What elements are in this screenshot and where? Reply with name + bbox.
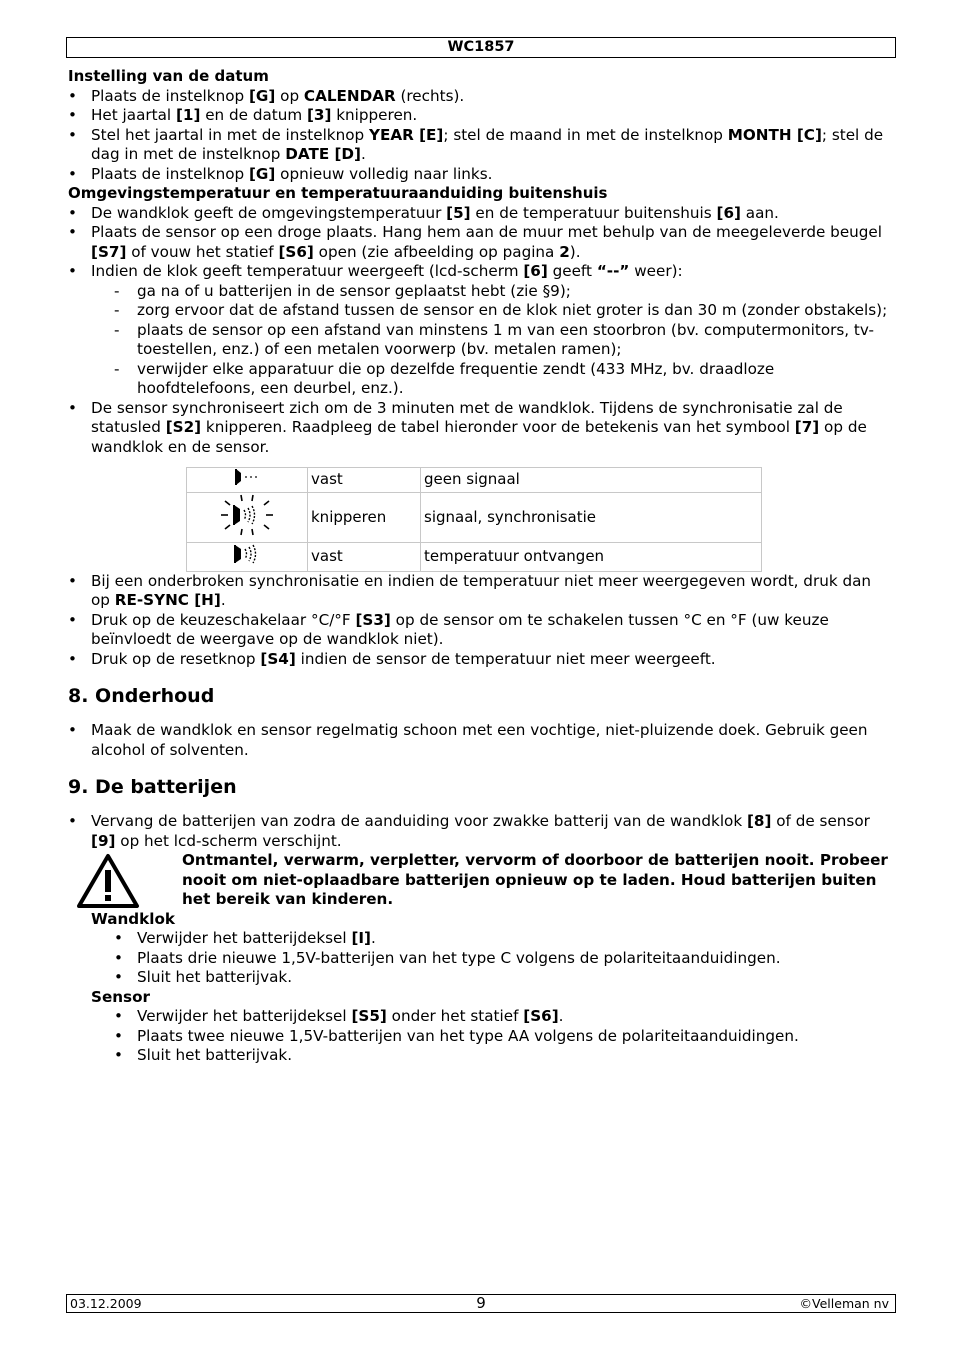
table-row — [187, 468, 762, 493]
list-item: • De wandklok geeft de omgevingstemperatuur [5] en de temperatuur buitenshuis [6] aan. — [68, 204, 890, 224]
sensor-subheading: Sensor — [91, 987, 151, 1006]
temp-list-continued — [68, 572, 890, 670]
state-cell: vast — [308, 543, 421, 572]
list-item: • Bij een onderbroken synchronisatie en indien de temperatuur niet meer weergegeven wordt, druk dan op RE-SYNC [H]. — [68, 572, 890, 611]
troubleshoot-list — [91, 282, 890, 399]
list-item: • Plaats de instelknop [G] op CALENDAR (rechts). — [68, 87, 890, 107]
list-item: • Maak de wandklok en sensor regelmatig schoon met een vochtige, niet-pluizende doek. Gebruik geen alcohol of solventen. — [68, 721, 890, 760]
list-item: • Verwijder het batterijdeksel [S5] onder het statief [S6]. — [114, 1007, 890, 1027]
date-section-title: Instelling van de datum — [68, 67, 269, 85]
list-item: • Sluit het batterijvak. — [114, 968, 890, 988]
footer-copyright: ©Velleman nv — [799, 1296, 889, 1311]
list-item: • Het jaartal [1] en de datum [3] knipperen. — [68, 106, 890, 126]
temp-section-title: Omgevingstemperatuur en temperatuuraanduiding buitenshuis — [68, 184, 608, 202]
dash-item: - ga na of u batterijen in de sensor geplaatst hebt (zie §9); — [114, 282, 890, 302]
meaning-cell: geen signaal — [421, 468, 762, 493]
list-item: • Plaats de sensor op een droge plaats. Hang hem aan de muur met behulp van de meegeleverde beugel [S7] of vouw het statief [S6] open (zie afbeelding op pagina 2). — [68, 223, 890, 262]
list-item: • Sluit het batterijvak. — [114, 1046, 890, 1066]
page-header — [66, 37, 896, 58]
temp-list — [68, 204, 890, 458]
dash-item: - plaats de sensor op een afstand van minstens 1 m van een stoorbron (bv. computermonitors, tv-toestellen, enz.) of een metalen voorwerp (bv. metalen ramen); — [114, 321, 890, 360]
signal-table — [186, 467, 762, 572]
list-item: • Druk op de resetknop [S4] indien de sensor de temperatuur niet meer weergeeft. — [68, 650, 890, 670]
model-number: WC1857 — [447, 39, 515, 55]
list-item: • Druk op de keuzeschakelaar °C/°F [S3] op de sensor om te schakelen tussen °C en °F (uw keuze beïnvloedt de weergave op de wandklok niet). — [68, 611, 890, 650]
maintenance-heading: 8. Onderhoud — [68, 685, 215, 707]
signal-full-icon — [187, 543, 308, 572]
date-list — [68, 87, 890, 185]
warning-triangle-icon — [76, 853, 140, 909]
sensor-battery-list — [68, 1007, 890, 1066]
page-number: 9 — [476, 1294, 486, 1312]
table-row — [187, 543, 762, 572]
list-item: • Indien de klok geeft temperatuur weergeeft (lcd-scherm [6] geeft “--” weer): - ga na of u batterijen in de sensor geplaatst hebt (zie §9); - zorg ervoor dat de afstand tussen de sensor en de klok niet groter is dan 30 m (zonder obstakels); - plaats de sensor op een afstand van minstens 1 m van een stoorbron (bv. computermonitors, tv-toestellen, enz.) of een metalen voorwerp (bv. metalen ramen); - verwijder elke apparatuur die op dezelfde frequentie zendt (433 MHz, bv. draadloze hoofdtelefoons, een deurbel, enz.). — [68, 262, 890, 399]
state-cell: knipperen — [308, 492, 421, 543]
batteries-heading: 9. De batterijen — [68, 776, 237, 798]
maintenance-list — [68, 721, 890, 760]
list-item: • Stel het jaartal in met de instelknop YEAR [E]; stel de maand in met de instelknop MONTH [C]; stel de dag in met de instelknop DATE [D]. — [68, 126, 890, 165]
list-item: • Plaats twee nieuwe 1,5V-batterijen van het type AA volgens de polariteitaanduidingen. — [114, 1027, 890, 1047]
list-item: • Verwijder het batterijdeksel [I]. — [114, 929, 890, 949]
list-item: • Plaats drie nieuwe 1,5V-batterijen van het type C volgens de polariteitaanduidingen. — [114, 949, 890, 969]
battery-warning — [68, 851, 890, 910]
batteries-list — [68, 812, 890, 851]
signal-none-icon — [187, 468, 308, 493]
meaning-cell: signaal, synchronisatie — [421, 492, 762, 543]
dash-item: - zorg ervoor dat de afstand tussen de sensor en de klok niet groter is dan 30 m (zonder obstakels); — [114, 301, 890, 321]
list-item: • Plaats de instelknop [G] opnieuw volledig naar links. — [68, 165, 890, 185]
list-item: • Vervang de batterijen van zodra de aanduiding voor zwakke batterij van de wandklok [8] of de sensor [9] op het lcd-scherm verschijnt. — [68, 812, 890, 851]
clock-subheading: Wandklok — [91, 909, 175, 928]
warning-text: Ontmantel, verwarm, verpletter, vervorm of doorboor de batterijen nooit. Probeer nooit om niet-oplaadbare batterijen opnieuw op te laden. Houd batterijen buiten het bereik van kinderen. — [182, 851, 888, 908]
dash-item: - verwijder elke apparatuur die op dezelfde frequentie zendt (433 MHz, bv. draadloze hoofdtelefoons, een deurbel, enz.). — [114, 360, 890, 399]
clock-battery-list — [68, 929, 890, 988]
list-item: • De sensor synchroniseert zich om de 3 minuten met de wandklok. Tijdens de synchronisatie zal de statusled [S2] knipperen. Raadpleeg de tabel hieronder voor de betekenis van het symbool [7] op de wandklok en de sensor. — [68, 399, 890, 458]
page-content — [68, 67, 890, 1066]
meaning-cell: temperatuur ontvangen — [421, 543, 762, 572]
signal-blinking-icon — [187, 492, 308, 543]
page-footer — [66, 1294, 896, 1313]
state-cell: vast — [308, 468, 421, 493]
table-row — [187, 492, 762, 543]
footer-date: 03.12.2009 — [70, 1296, 142, 1311]
